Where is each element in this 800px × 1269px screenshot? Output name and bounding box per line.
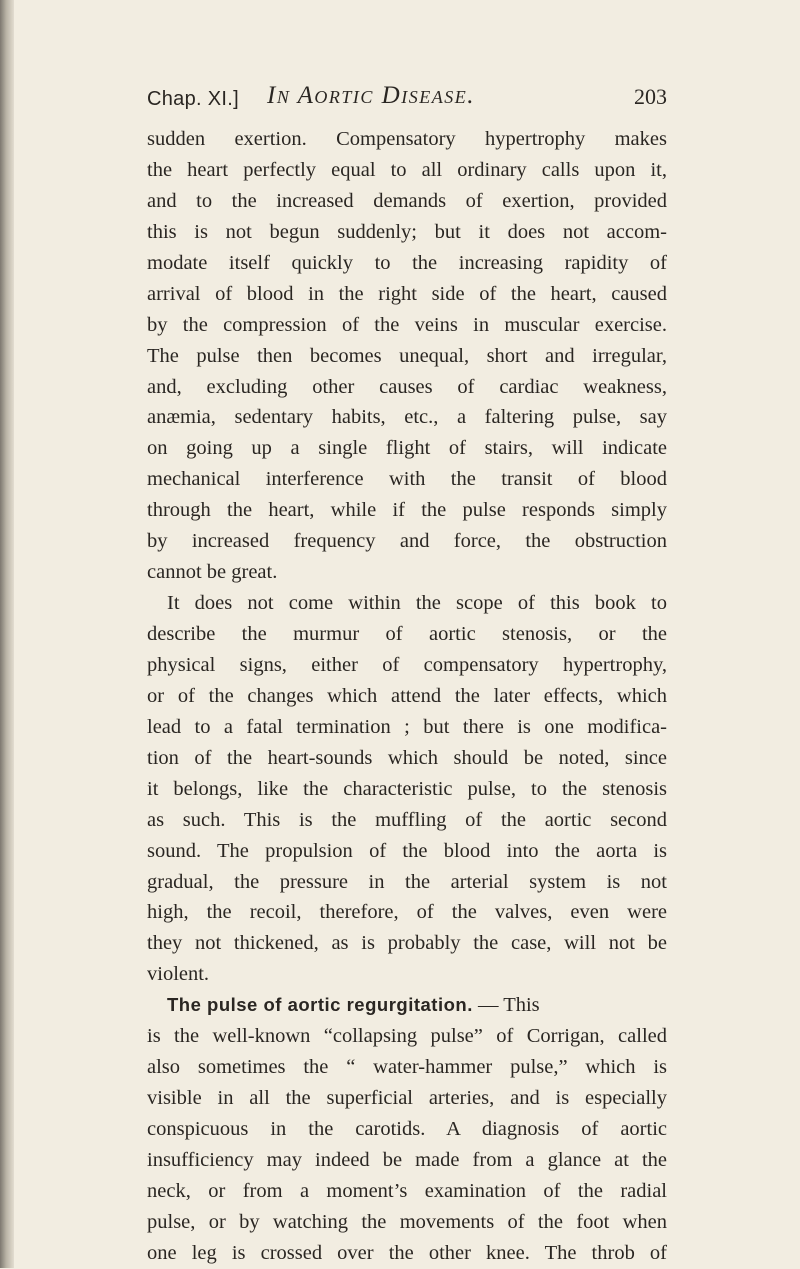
text-line: they not thickened, as is probably the case, will not be [147, 932, 667, 955]
page-title: In Aortic Disease. [267, 82, 475, 109]
text-line: arrival of blood in the right side of the heart, caused [147, 282, 667, 305]
text-line: is the well-known “collapsing pulse” of Corrigan, called [147, 1025, 667, 1048]
text-line: or of the changes which attend the later effects, which [147, 684, 667, 707]
text-line: physical signs, either of compensatory hypertrophy, [147, 653, 667, 676]
text-line: anæmia, sedentary habits, etc., a faltering pulse, say [147, 406, 667, 429]
text-line: mechanical interference with the transit of blood [147, 468, 667, 491]
body-text [147, 124, 667, 1269]
section-heading-line [147, 990, 667, 1021]
text-line: it belongs, like the characteristic pulse, to the stenosis [147, 777, 667, 800]
text-line: the heart perfectly equal to all ordinary calls upon it, [147, 158, 667, 181]
text-line: high, the recoil, therefore, of the valves, even were [147, 901, 667, 924]
text-line: pulse, or by watching the movements of the foot when [147, 1210, 667, 1233]
text-line: and to the increased demands of exertion, provided [147, 189, 667, 212]
book-spine-shadow [0, 0, 14, 1268]
text-line: insufficiency may indeed be made from a glance at the [147, 1148, 667, 1171]
page-number: 203 [634, 84, 667, 109]
text-line: The pulse then becomes unequal, short and irregular, [147, 344, 667, 367]
text-line: visible in all the superficial arteries, and is especially [147, 1087, 667, 1110]
text-line: sound. The propulsion of the blood into the aorta is [147, 839, 667, 862]
text-line: on going up a single flight of stairs, will indicate [147, 437, 667, 460]
text-line: as such. This is the muffling of the aortic second [147, 808, 667, 831]
text-line: one leg is crossed over the other knee. The throb of [147, 1241, 667, 1264]
text-line: also sometimes the “ water-hammer pulse,” which is [147, 1056, 667, 1079]
text-line: by the compression of the veins in muscular exercise. [147, 313, 667, 336]
text-line: gradual, the pressure in the arterial system is not [147, 870, 667, 893]
text-line: conspicuous in the carotids. A diagnosis of aortic [147, 1118, 667, 1140]
text-line: cannot be great. [147, 561, 278, 584]
text-line: and, excluding other causes of cardiac weakness, [147, 375, 667, 398]
text-line: tion of the heart-sounds which should be noted, since [147, 746, 667, 769]
text-line: describe the murmur of aortic stenosis, or the [147, 623, 667, 645]
text-line: this is not begun suddenly; but it does not accom- [147, 220, 667, 243]
text-line: It does not come within the scope of this book to [167, 592, 667, 615]
running-head [147, 78, 667, 118]
text-line: modate itself quickly to the increasing rapidity of [147, 251, 667, 274]
text-line: neck, or from a moment’s examination of the radial [147, 1179, 667, 1202]
text-line: through the heart, while if the pulse responds simply [147, 499, 667, 522]
section-heading: The pulse of aortic regurgitation. [167, 994, 473, 1016]
section-heading-tail: — This [472, 994, 540, 1017]
text-line: by increased frequency and force, the obstruction [147, 530, 667, 553]
text-line: violent. [147, 963, 210, 986]
text-line: sudden exertion. Compensatory hypertrophy makes [147, 128, 667, 150]
text-line: lead to a fatal termination ; but there is one modifica- [147, 715, 667, 738]
chapter-label: Chap. XI.] [147, 88, 239, 110]
